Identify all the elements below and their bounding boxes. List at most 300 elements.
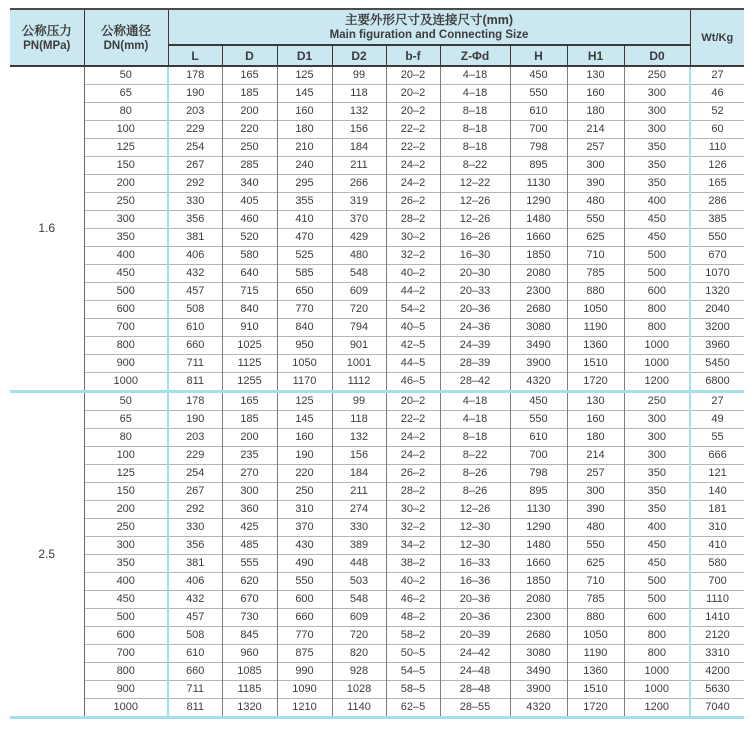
zd-cell: 24–42 xyxy=(440,645,510,663)
table-row xyxy=(10,663,744,681)
l-cell: 203 xyxy=(168,103,222,121)
h1-cell: 1190 xyxy=(567,645,624,663)
wt-cell: 3310 xyxy=(690,645,744,663)
wt-cell: 1070 xyxy=(690,265,744,283)
bf-cell: 44–5 xyxy=(386,355,440,373)
d0-cell: 300 xyxy=(624,411,690,429)
wt-cell: 310 xyxy=(690,519,744,537)
d0-cell: 800 xyxy=(624,301,690,319)
l-cell: 292 xyxy=(168,501,222,519)
h-cell: 610 xyxy=(510,429,567,447)
wt-cell: 6800 xyxy=(690,373,744,391)
d2-cell: 548 xyxy=(332,591,386,609)
d2-cell: 480 xyxy=(332,247,386,265)
d2-cell: 132 xyxy=(332,103,386,121)
bf-cell: 24–2 xyxy=(386,157,440,175)
h1-cell: 550 xyxy=(567,211,624,229)
d2-cell: 609 xyxy=(332,283,386,301)
l-cell: 203 xyxy=(168,429,222,447)
d2-cell: 118 xyxy=(332,85,386,103)
wt-cell: 2040 xyxy=(690,301,744,319)
d2-cell: 901 xyxy=(332,337,386,355)
wt-cell: 52 xyxy=(690,103,744,121)
dn-cell: 300 xyxy=(84,537,168,555)
d2-cell: 118 xyxy=(332,411,386,429)
h-cell: 895 xyxy=(510,483,567,501)
d2-cell: 156 xyxy=(332,447,386,465)
d0-cell: 500 xyxy=(624,247,690,265)
d0-cell: 1200 xyxy=(624,699,690,718)
zd-cell: 4–18 xyxy=(440,393,510,411)
col-header-D0: D0 xyxy=(624,45,690,66)
bf-cell: 20–2 xyxy=(386,85,440,103)
h-cell: 3490 xyxy=(510,663,567,681)
l-cell: 356 xyxy=(168,211,222,229)
d0-cell: 800 xyxy=(624,627,690,645)
h1-cell: 625 xyxy=(567,555,624,573)
dn-cell: 1000 xyxy=(84,699,168,718)
h1-cell: 1050 xyxy=(567,301,624,319)
h-cell: 3900 xyxy=(510,681,567,699)
d1-cell: 585 xyxy=(277,265,332,283)
d0-cell: 350 xyxy=(624,465,690,483)
l-cell: 508 xyxy=(168,627,222,645)
dn-header-zh: 公称通径 xyxy=(100,23,151,38)
wt-cell: 7040 xyxy=(690,699,744,718)
d-cell: 640 xyxy=(222,265,277,283)
l-cell: 508 xyxy=(168,301,222,319)
h1-cell: 880 xyxy=(567,283,624,301)
zd-cell: 20–39 xyxy=(440,627,510,645)
d-cell: 960 xyxy=(222,645,277,663)
col-header-L: L xyxy=(168,45,222,66)
d1-cell: 190 xyxy=(277,447,332,465)
dn-cell: 200 xyxy=(84,501,168,519)
zd-cell: 16–26 xyxy=(440,229,510,247)
table-row xyxy=(10,265,744,283)
bf-cell: 26–2 xyxy=(386,465,440,483)
table-row xyxy=(10,175,744,193)
d0-cell: 450 xyxy=(624,555,690,573)
bf-cell: 28–2 xyxy=(386,211,440,229)
d1-cell: 210 xyxy=(277,139,332,157)
zd-cell: 20–36 xyxy=(440,301,510,319)
zd-cell: 4–18 xyxy=(440,66,510,85)
wt-cell: 5450 xyxy=(690,355,744,373)
col-header-H: H xyxy=(510,45,567,66)
wt-cell: 60 xyxy=(690,121,744,139)
h-cell: 798 xyxy=(510,139,567,157)
d1-cell: 430 xyxy=(277,537,332,555)
d2-cell: 211 xyxy=(332,483,386,501)
d-cell: 200 xyxy=(222,429,277,447)
zd-cell: 12–30 xyxy=(440,537,510,555)
dn-cell: 150 xyxy=(84,483,168,501)
zd-cell: 8–18 xyxy=(440,139,510,157)
zd-cell: 8–26 xyxy=(440,483,510,501)
col-header-D: D xyxy=(222,45,277,66)
bf-cell: 24–2 xyxy=(386,175,440,193)
wt-cell: 666 xyxy=(690,447,744,465)
d1-cell: 770 xyxy=(277,301,332,319)
table-row xyxy=(10,591,744,609)
dn-cell: 350 xyxy=(84,229,168,247)
dn-cell: 150 xyxy=(84,157,168,175)
l-cell: 406 xyxy=(168,247,222,265)
wt-cell: 3960 xyxy=(690,337,744,355)
bf-cell: 58–2 xyxy=(386,627,440,645)
h1-cell: 160 xyxy=(567,85,624,103)
table-row xyxy=(10,283,744,301)
l-cell: 610 xyxy=(168,319,222,337)
zd-cell: 20–30 xyxy=(440,265,510,283)
h-cell: 3490 xyxy=(510,337,567,355)
zd-cell: 24–36 xyxy=(440,319,510,337)
zd-cell: 4–18 xyxy=(440,411,510,429)
h-cell: 2300 xyxy=(510,283,567,301)
table-row xyxy=(10,645,744,663)
zd-cell: 16–36 xyxy=(440,573,510,591)
zd-cell: 24–48 xyxy=(440,663,510,681)
zd-cell: 8–18 xyxy=(440,429,510,447)
l-cell: 267 xyxy=(168,483,222,501)
d1-cell: 355 xyxy=(277,193,332,211)
d2-cell: 1001 xyxy=(332,355,386,373)
dn-cell: 100 xyxy=(84,447,168,465)
d-cell: 845 xyxy=(222,627,277,645)
h1-cell: 180 xyxy=(567,103,624,121)
d2-cell: 609 xyxy=(332,609,386,627)
dn-cell: 65 xyxy=(84,411,168,429)
wt-cell: 1410 xyxy=(690,609,744,627)
wt-cell: 385 xyxy=(690,211,744,229)
bf-cell: 48–2 xyxy=(386,609,440,627)
dn-cell: 80 xyxy=(84,103,168,121)
bf-cell: 22–2 xyxy=(386,121,440,139)
h-cell: 2080 xyxy=(510,265,567,283)
h-cell: 1290 xyxy=(510,193,567,211)
dn-cell: 500 xyxy=(84,609,168,627)
h1-cell: 550 xyxy=(567,537,624,555)
h-cell: 1660 xyxy=(510,555,567,573)
d-cell: 715 xyxy=(222,283,277,301)
d-cell: 285 xyxy=(222,157,277,175)
col-header-zd: Z-Φd xyxy=(440,45,510,66)
h1-cell: 785 xyxy=(567,591,624,609)
bf-cell: 42–5 xyxy=(386,337,440,355)
h1-cell: 257 xyxy=(567,465,624,483)
table-row xyxy=(10,393,744,411)
pn-group-value: 2.5 xyxy=(10,393,84,718)
d-cell: 185 xyxy=(222,85,277,103)
d-cell: 165 xyxy=(222,66,277,85)
h-cell: 3080 xyxy=(510,645,567,663)
d2-cell: 184 xyxy=(332,139,386,157)
wt-cell: 5630 xyxy=(690,681,744,699)
h1-cell: 1720 xyxy=(567,373,624,391)
wt-cell: 580 xyxy=(690,555,744,573)
d-cell: 200 xyxy=(222,103,277,121)
l-cell: 660 xyxy=(168,337,222,355)
table-row xyxy=(10,465,744,483)
dn-cell: 80 xyxy=(84,429,168,447)
h-cell: 1480 xyxy=(510,537,567,555)
main-header-en: Main figuration and Connecting Size xyxy=(329,29,529,41)
bf-cell: 20–2 xyxy=(386,103,440,121)
l-cell: 610 xyxy=(168,645,222,663)
d-cell: 425 xyxy=(222,519,277,537)
l-cell: 330 xyxy=(168,519,222,537)
d2-cell: 132 xyxy=(332,429,386,447)
h-cell: 550 xyxy=(510,85,567,103)
d2-cell: 1028 xyxy=(332,681,386,699)
d1-cell: 220 xyxy=(277,465,332,483)
d2-cell: 928 xyxy=(332,663,386,681)
d0-cell: 250 xyxy=(624,66,690,85)
h1-cell: 160 xyxy=(567,411,624,429)
d-cell: 840 xyxy=(222,301,277,319)
d2-cell: 184 xyxy=(332,465,386,483)
d0-cell: 1000 xyxy=(624,681,690,699)
bf-cell: 58–5 xyxy=(386,681,440,699)
d2-cell: 1112 xyxy=(332,373,386,391)
zd-cell: 28–48 xyxy=(440,681,510,699)
d2-cell: 820 xyxy=(332,645,386,663)
wt-cell: 110 xyxy=(690,139,744,157)
h-cell: 1480 xyxy=(510,211,567,229)
dn-cell: 700 xyxy=(84,645,168,663)
table-row xyxy=(10,429,744,447)
l-cell: 406 xyxy=(168,573,222,591)
d1-cell: 990 xyxy=(277,663,332,681)
d-cell: 270 xyxy=(222,465,277,483)
d1-cell: 770 xyxy=(277,627,332,645)
d1-cell: 1210 xyxy=(277,699,332,718)
l-cell: 254 xyxy=(168,465,222,483)
h1-cell: 625 xyxy=(567,229,624,247)
d1-cell: 550 xyxy=(277,573,332,591)
bf-cell: 30–2 xyxy=(386,501,440,519)
dn-column-header xyxy=(84,9,168,66)
bf-cell: 32–2 xyxy=(386,519,440,537)
table-row xyxy=(10,193,744,211)
table-row xyxy=(10,537,744,555)
pn-group-value: 1.6 xyxy=(10,66,84,390)
d0-cell: 350 xyxy=(624,501,690,519)
d2-cell: 720 xyxy=(332,627,386,645)
l-cell: 190 xyxy=(168,85,222,103)
h-cell: 3900 xyxy=(510,355,567,373)
d0-cell: 500 xyxy=(624,573,690,591)
table-row xyxy=(10,229,744,247)
zd-cell: 16–30 xyxy=(440,247,510,265)
d1-cell: 600 xyxy=(277,591,332,609)
table-row xyxy=(10,609,744,627)
d-cell: 1025 xyxy=(222,337,277,355)
l-cell: 457 xyxy=(168,283,222,301)
h-cell: 2300 xyxy=(510,609,567,627)
d0-cell: 600 xyxy=(624,609,690,627)
bf-cell: 22–2 xyxy=(386,411,440,429)
bf-cell: 40–2 xyxy=(386,265,440,283)
bf-cell: 50–5 xyxy=(386,645,440,663)
l-cell: 190 xyxy=(168,411,222,429)
h-cell: 610 xyxy=(510,103,567,121)
dn-cell: 125 xyxy=(84,465,168,483)
d-cell: 1125 xyxy=(222,355,277,373)
d-cell: 340 xyxy=(222,175,277,193)
d0-cell: 300 xyxy=(624,103,690,121)
dn-cell: 300 xyxy=(84,211,168,229)
h1-cell: 300 xyxy=(567,157,624,175)
zd-cell: 4–18 xyxy=(440,85,510,103)
dn-cell: 250 xyxy=(84,519,168,537)
d-cell: 730 xyxy=(222,609,277,627)
pn-header-en: PN(MPa) xyxy=(23,39,71,52)
d1-cell: 875 xyxy=(277,645,332,663)
wt-cell: 4200 xyxy=(690,663,744,681)
h-cell: 450 xyxy=(510,66,567,85)
h-cell: 895 xyxy=(510,157,567,175)
zd-cell: 12–26 xyxy=(440,501,510,519)
bf-cell: 20–2 xyxy=(386,393,440,411)
h-cell: 1660 xyxy=(510,229,567,247)
table-row xyxy=(10,66,744,85)
h1-cell: 1720 xyxy=(567,699,624,718)
col-header-bf: b-f xyxy=(386,45,440,66)
d1-cell: 180 xyxy=(277,121,332,139)
d2-cell: 429 xyxy=(332,229,386,247)
d0-cell: 350 xyxy=(624,175,690,193)
l-cell: 254 xyxy=(168,139,222,157)
l-cell: 178 xyxy=(168,66,222,85)
d-cell: 185 xyxy=(222,411,277,429)
d1-cell: 840 xyxy=(277,319,332,337)
d2-cell: 794 xyxy=(332,319,386,337)
wt-cell: 700 xyxy=(690,573,744,591)
d-cell: 1185 xyxy=(222,681,277,699)
wt-cell: 286 xyxy=(690,193,744,211)
h-cell: 700 xyxy=(510,447,567,465)
zd-cell: 8–18 xyxy=(440,121,510,139)
d-cell: 235 xyxy=(222,447,277,465)
table-row xyxy=(10,211,744,229)
d1-cell: 650 xyxy=(277,283,332,301)
wt-cell: 49 xyxy=(690,411,744,429)
d-cell: 1255 xyxy=(222,373,277,391)
d0-cell: 450 xyxy=(624,229,690,247)
zd-cell: 8–22 xyxy=(440,447,510,465)
h1-cell: 480 xyxy=(567,193,624,211)
dn-cell: 50 xyxy=(84,393,168,411)
table-row xyxy=(10,627,744,645)
col-header-H1: H1 xyxy=(567,45,624,66)
bf-cell: 46–5 xyxy=(386,373,440,391)
dn-cell: 700 xyxy=(84,319,168,337)
d-cell: 910 xyxy=(222,319,277,337)
d2-cell: 156 xyxy=(332,121,386,139)
bf-cell: 28–2 xyxy=(386,483,440,501)
wt-cell: 27 xyxy=(690,66,744,85)
h-cell: 1290 xyxy=(510,519,567,537)
dn-cell: 500 xyxy=(84,283,168,301)
zd-cell: 12–22 xyxy=(440,175,510,193)
d2-cell: 266 xyxy=(332,175,386,193)
h1-cell: 710 xyxy=(567,573,624,591)
bf-cell: 24–2 xyxy=(386,429,440,447)
dn-cell: 350 xyxy=(84,555,168,573)
bf-cell: 40–2 xyxy=(386,573,440,591)
h1-cell: 300 xyxy=(567,483,624,501)
wt-cell: 550 xyxy=(690,229,744,247)
table-row xyxy=(10,681,744,699)
d1-cell: 1090 xyxy=(277,681,332,699)
l-cell: 356 xyxy=(168,537,222,555)
d0-cell: 400 xyxy=(624,519,690,537)
dn-cell: 600 xyxy=(84,627,168,645)
d2-cell: 448 xyxy=(332,555,386,573)
h-cell: 1130 xyxy=(510,175,567,193)
d2-cell: 211 xyxy=(332,157,386,175)
dn-cell: 450 xyxy=(84,265,168,283)
table-row xyxy=(10,519,744,537)
d-cell: 520 xyxy=(222,229,277,247)
h-cell: 700 xyxy=(510,121,567,139)
h1-cell: 1510 xyxy=(567,681,624,699)
zd-cell: 12–26 xyxy=(440,211,510,229)
h1-cell: 785 xyxy=(567,265,624,283)
bf-cell: 54–2 xyxy=(386,301,440,319)
d1-cell: 310 xyxy=(277,501,332,519)
table-row xyxy=(10,355,744,373)
dn-cell: 125 xyxy=(84,139,168,157)
d2-cell: 548 xyxy=(332,265,386,283)
dn-cell: 800 xyxy=(84,663,168,681)
d1-cell: 370 xyxy=(277,519,332,537)
h-cell: 2680 xyxy=(510,301,567,319)
d1-cell: 950 xyxy=(277,337,332,355)
h-cell: 3080 xyxy=(510,319,567,337)
table-row xyxy=(10,573,744,591)
table-row xyxy=(10,139,744,157)
d1-cell: 525 xyxy=(277,247,332,265)
dn-cell: 100 xyxy=(84,121,168,139)
d1-cell: 160 xyxy=(277,103,332,121)
d0-cell: 350 xyxy=(624,483,690,501)
table-row xyxy=(10,337,744,355)
h1-cell: 880 xyxy=(567,609,624,627)
bf-cell: 62–5 xyxy=(386,699,440,718)
d0-cell: 800 xyxy=(624,319,690,337)
table-row xyxy=(10,85,744,103)
table-row xyxy=(10,247,744,265)
d1-cell: 470 xyxy=(277,229,332,247)
zd-cell: 28–39 xyxy=(440,355,510,373)
l-cell: 811 xyxy=(168,373,222,391)
table-row xyxy=(10,555,744,573)
dn-cell: 400 xyxy=(84,573,168,591)
d-cell: 165 xyxy=(222,393,277,411)
d-cell: 555 xyxy=(222,555,277,573)
d1-cell: 250 xyxy=(277,483,332,501)
zd-cell: 12–30 xyxy=(440,519,510,537)
dn-cell: 250 xyxy=(84,193,168,211)
d0-cell: 250 xyxy=(624,393,690,411)
d1-cell: 1050 xyxy=(277,355,332,373)
d0-cell: 1000 xyxy=(624,337,690,355)
col-header-D2: D2 xyxy=(332,45,386,66)
d-cell: 1320 xyxy=(222,699,277,718)
